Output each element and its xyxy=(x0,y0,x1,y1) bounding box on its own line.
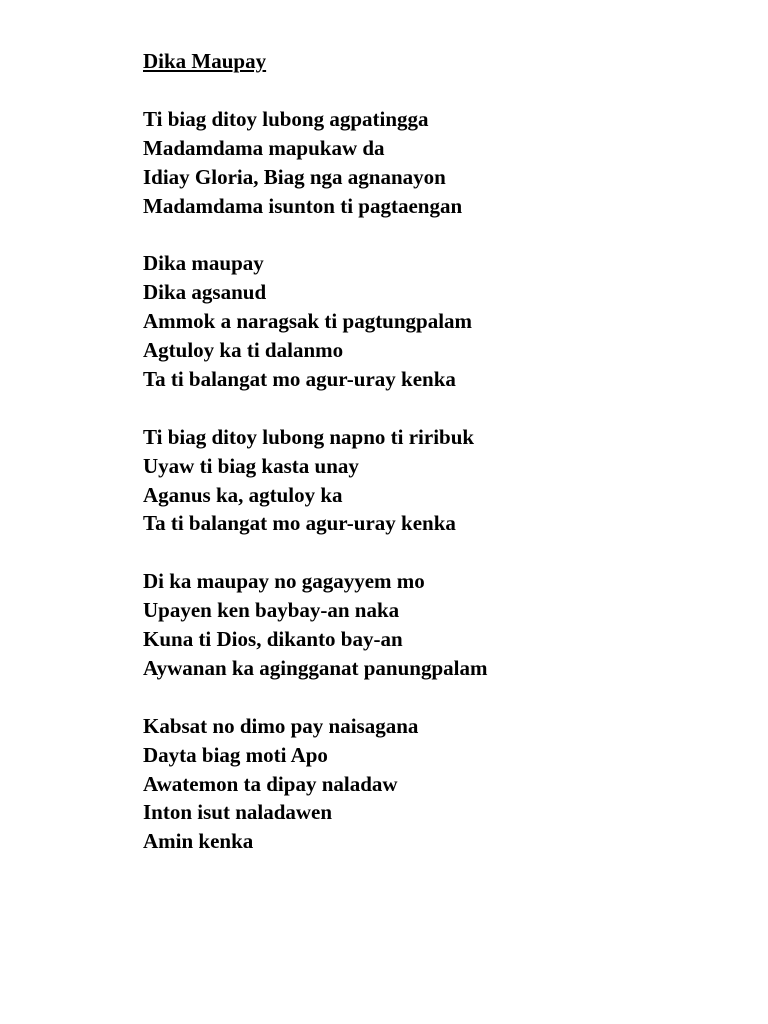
poem-line: Dayta biag moti Apo xyxy=(143,742,328,767)
poem-line: Agtuloy ka ti dalanmo xyxy=(143,338,344,363)
poem-line: Idiay Gloria, Biag nga agnanayon xyxy=(143,164,446,189)
poem-line: Inton isut naladawen xyxy=(143,800,333,825)
poem-line: Di ka maupay no gagayyem mo xyxy=(143,569,425,594)
poem-line: Madamdama isunton ti pagtaengan xyxy=(143,193,463,218)
poem-line: Kuna ti Dios, dikanto bay-an xyxy=(143,627,403,652)
poem-line: Madamdama mapukaw da xyxy=(143,135,385,160)
stanza-3 xyxy=(143,423,743,539)
poem-line: Dika agsanud xyxy=(143,280,267,305)
poem-line: Ta ti balangat mo agur-uray kenka xyxy=(143,511,456,536)
poem-line: Ammok a naragsak ti pagtungpalam xyxy=(143,309,473,334)
poem-line: Upayen ken baybay-an naka xyxy=(143,598,400,623)
poem-line: Aywanan ka agingganat panungpalam xyxy=(143,655,488,680)
poem-line: Ti biag ditoy lubong napno ti riribuk xyxy=(143,424,475,449)
poem-line: Awatemon ta dipay naladaw xyxy=(143,771,398,796)
poem-line: Aganus ka, agtuloy ka xyxy=(143,482,343,507)
poem-line: Kabsat no dimo pay naisagana xyxy=(143,713,419,738)
poem-line: Ti biag ditoy lubong agpatingga xyxy=(143,106,429,131)
poem-title: Dika Maupay xyxy=(143,49,267,73)
stanza-5 xyxy=(143,712,743,857)
poem-line: Uyaw ti biag kasta unay xyxy=(143,453,359,478)
stanza-2 xyxy=(143,249,743,394)
stanza-1 xyxy=(143,105,743,221)
poem-line: Dika maupay xyxy=(143,251,264,276)
poem-line: Ta ti balangat mo agur-uray kenka xyxy=(143,366,456,391)
poem xyxy=(143,47,743,885)
poem-line: Amin kenka xyxy=(143,829,254,854)
stanza-4 xyxy=(143,567,743,683)
